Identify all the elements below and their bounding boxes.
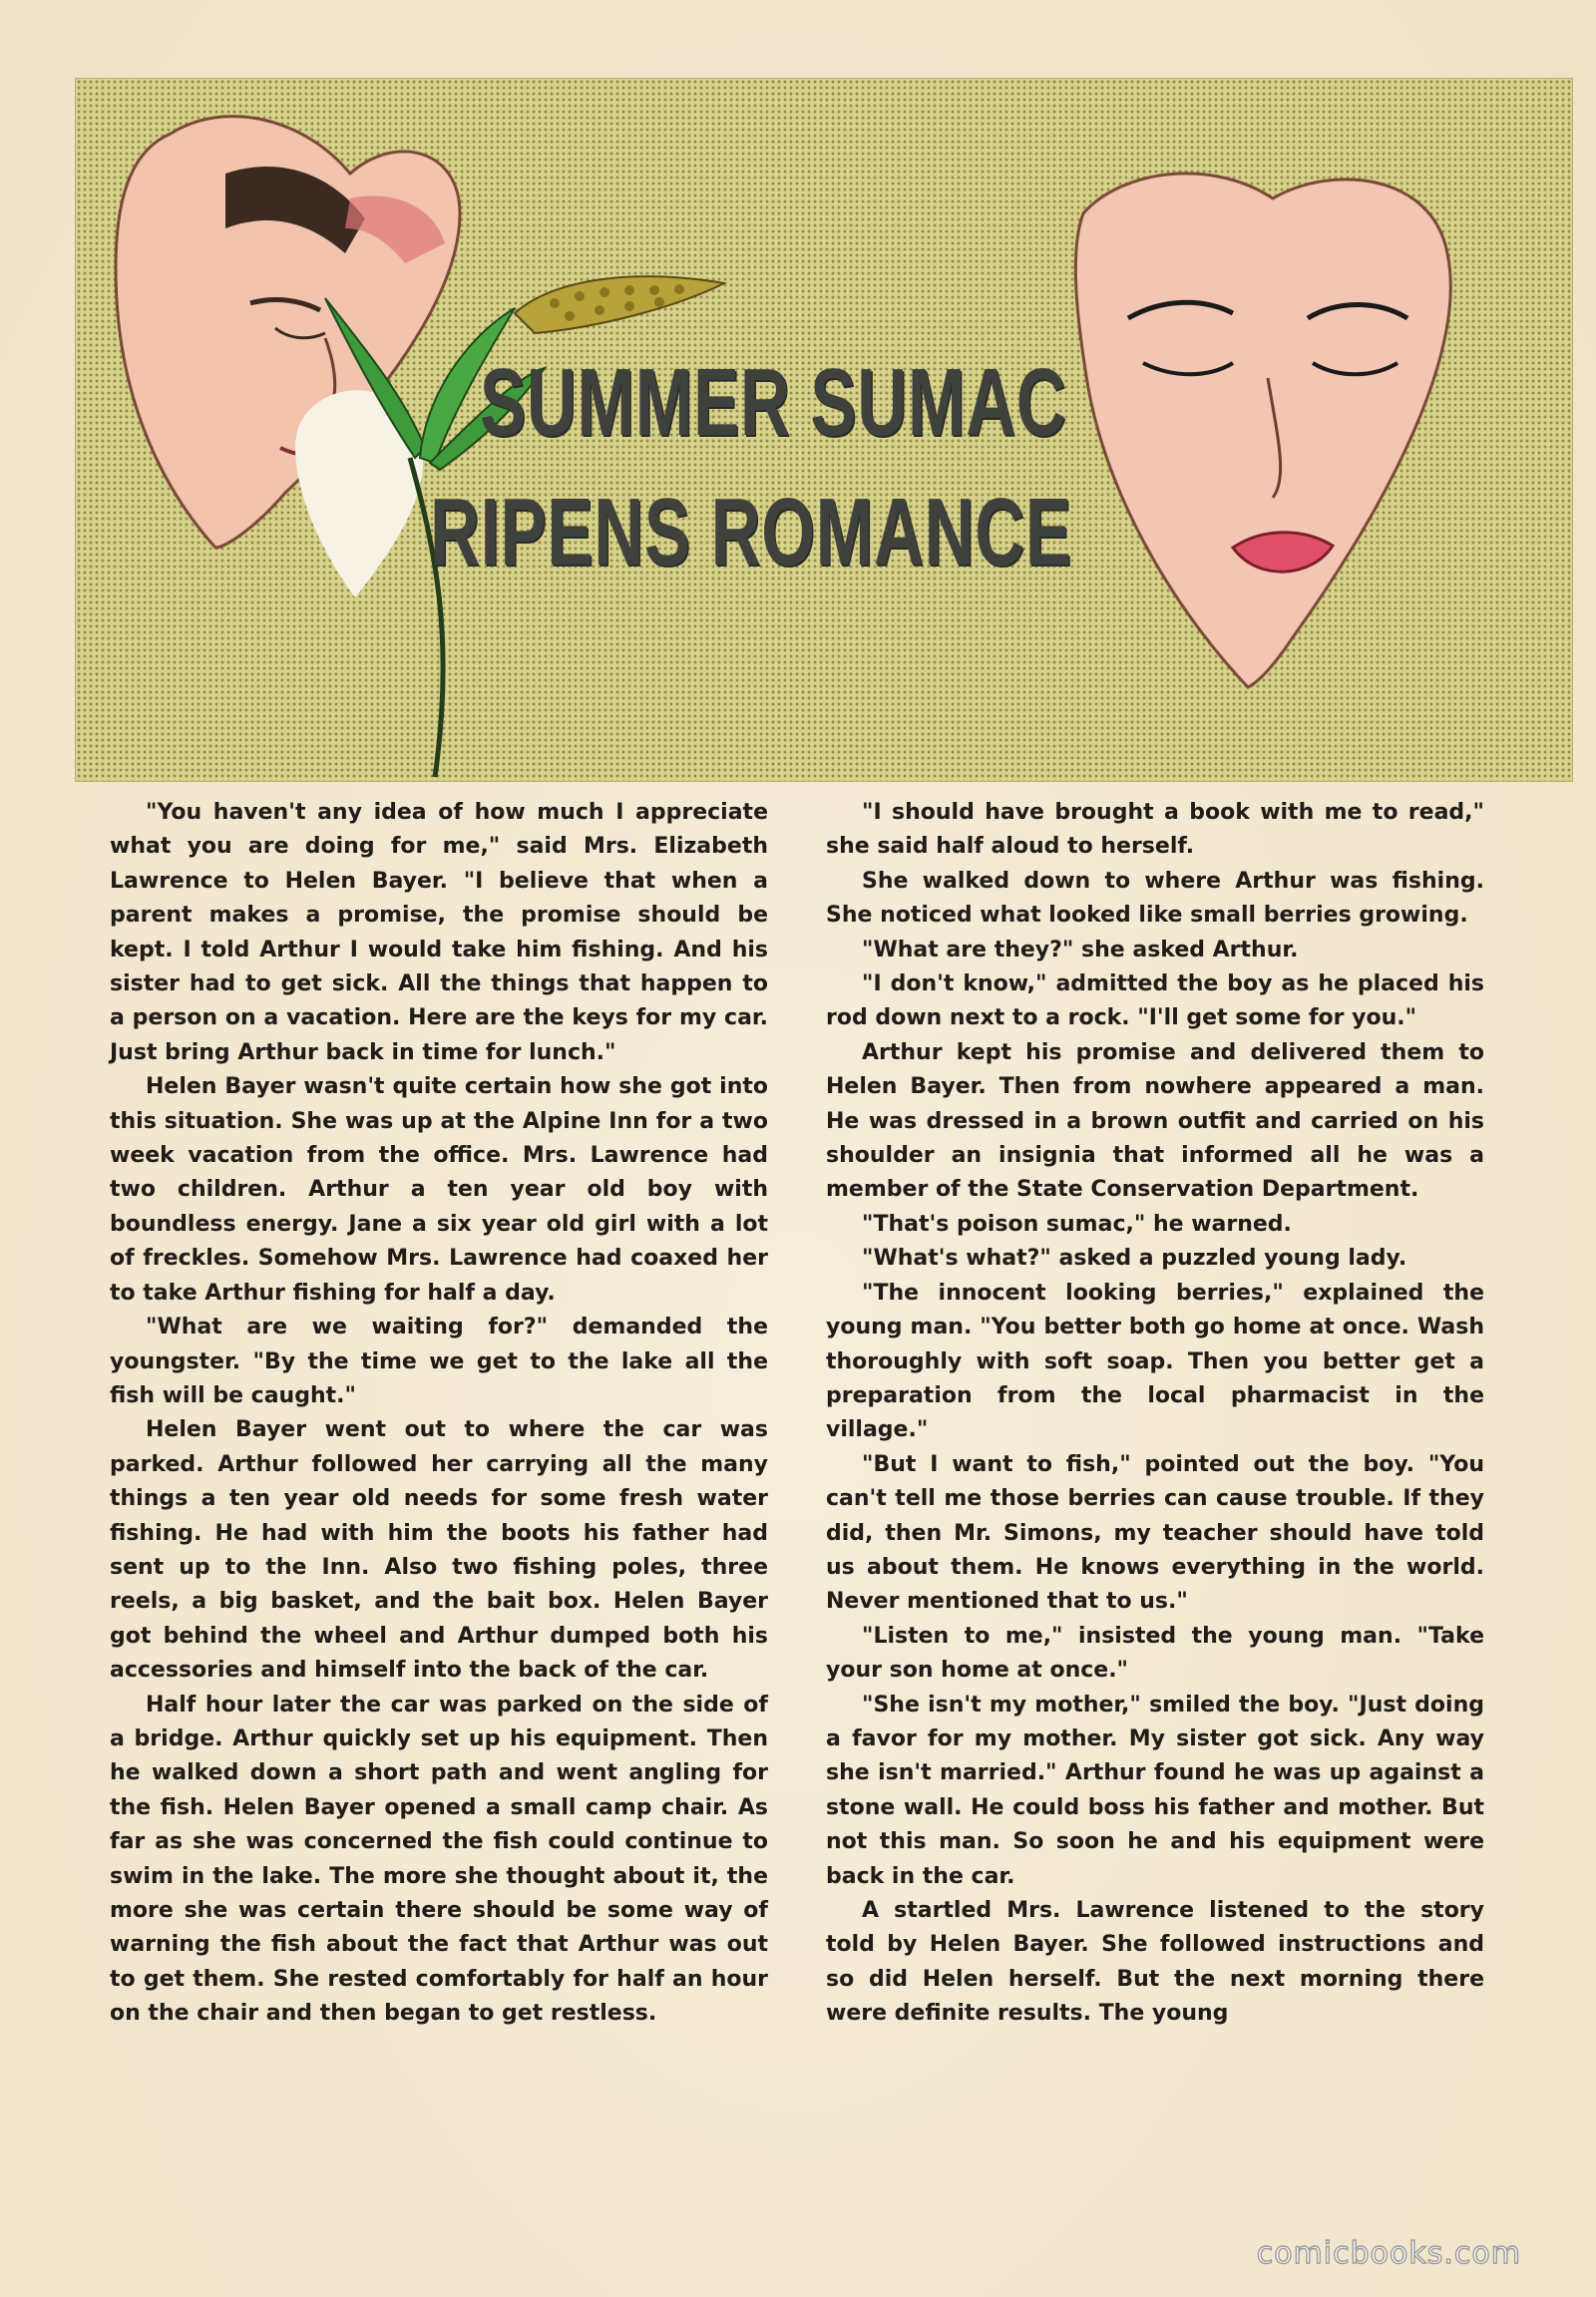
- paragraph: "But I want to fish," pointed out the boy. "You can't tell me those berries can cause trouble. If they did, then Mr. Simons, my teacher should have told us about them. He knows everything in the world. Never mentioned that to us.": [826, 1451, 1484, 1615]
- paragraph: "What are we waiting for?" demanded the youngster. "By the time we get to the lake all the fish will be caught.": [110, 1315, 768, 1408]
- paragraph: "What's what?" asked a puzzled young lady.: [862, 1246, 1407, 1272]
- paragraph: She walked down to where Arthur was fishing. She noticed what looked like small berries growing.: [826, 868, 1484, 929]
- paragraph: "I don't know," admitted the boy as he placed his rod down next to a rock. "I'll get some for you.": [826, 971, 1484, 1031]
- paragraph: "Listen to me," insisted the young man. "Take your son home at once.": [826, 1623, 1484, 1684]
- paragraph: Helen Bayer wasn't quite certain how she got into this situation. She was up at the Alpine Inn for a two week vacation from the office. Mrs. Lawrence had two children. Arthur a ten year old boy with boundless energy. Jane a six year old girl with a lot of freckles. Somehow Mrs. Lawrence had coaxed her to take Arthur fishing for half a day.: [110, 1074, 768, 1306]
- watermark: comicbooks.com: [1256, 2236, 1521, 2271]
- left-column: [110, 796, 768, 2032]
- paragraph: "That's poison sumac," he warned.: [862, 1211, 1292, 1237]
- paragraph: "I should have brought a book with me to read," she said half aloud to herself.: [826, 800, 1484, 860]
- paragraph: "What are they?" she asked Arthur.: [862, 937, 1299, 962]
- woman-face-icon: [1075, 174, 1450, 687]
- story-title-line-1: SUMMER SUMAC: [480, 349, 1067, 456]
- paragraph: "The innocent looking berries," explained the young man. "You better both go home at once. Wash thoroughly with soft soap. Then you better get a preparation from the local pharmacist in the village.": [826, 1280, 1484, 1443]
- paragraph: Arthur kept his promise and delivered them to Helen Bayer. Then from nowhere appeared a man. He was dressed in a brown outfit and carried on his shoulder an insignia that informed all he was a member of the State Conservation Department.: [826, 1039, 1484, 1203]
- paragraph: "She isn't my mother," smiled the boy. "Just doing a favor for my mother. My sister got sick. Any way she isn't married." Arthur found he was up against a stone wall. He could boss his father and mother. But not this man. So soon he and his equipment were back in the car.: [826, 1692, 1484, 1889]
- story-title-line-2: RIPENS ROMANCE: [430, 479, 1072, 585]
- title-banner: [75, 78, 1573, 782]
- paragraph: Helen Bayer went out to where the car was parked. Arthur followed her carrying all the many things a ten year old needs for some fresh water fishing. He had with him the boots his father had sent up to the Inn. Also two fishing poles, three reels, a big basket, and the bait box. Helen Bayer got behind the wheel and Arthur dumped both his accessories and himself into the back of the car.: [110, 1417, 768, 1684]
- story-body: [110, 796, 1526, 2232]
- paragraph: Half hour later the car was parked on the side of a bridge. Arthur quickly set up his equipment. Then he walked down a short path and went angling for the fish. Helen Bayer opened a small camp chair. As far as she was concerned the fish could continue to swim in the lake. The more she thought about it, the more she was certain there should be some way of warning the fish about the fact that Arthur was out to get them. She rested comfortably for half an hour on the chair and then began to get restless.: [110, 1692, 768, 2027]
- paragraph: "You haven't any idea of how much I appreciate what you are doing for me," said Mrs. Elizabeth Lawrence to Helen Bayer. "I believe that when a parent makes a promise, the promise should be kept. I told Arthur I would take him fishing. And his sister had to get sick. All the things that happen to a person on a vacation. Here are the keys for my car. Just bring Arthur back in time for lunch.": [110, 800, 768, 1065]
- right-column: [826, 796, 1484, 2032]
- paragraph: A startled Mrs. Lawrence listened to the story told by Helen Bayer. She followed instructions and so did Helen herself. But the next morning there were definite results. The young: [826, 1898, 1484, 2027]
